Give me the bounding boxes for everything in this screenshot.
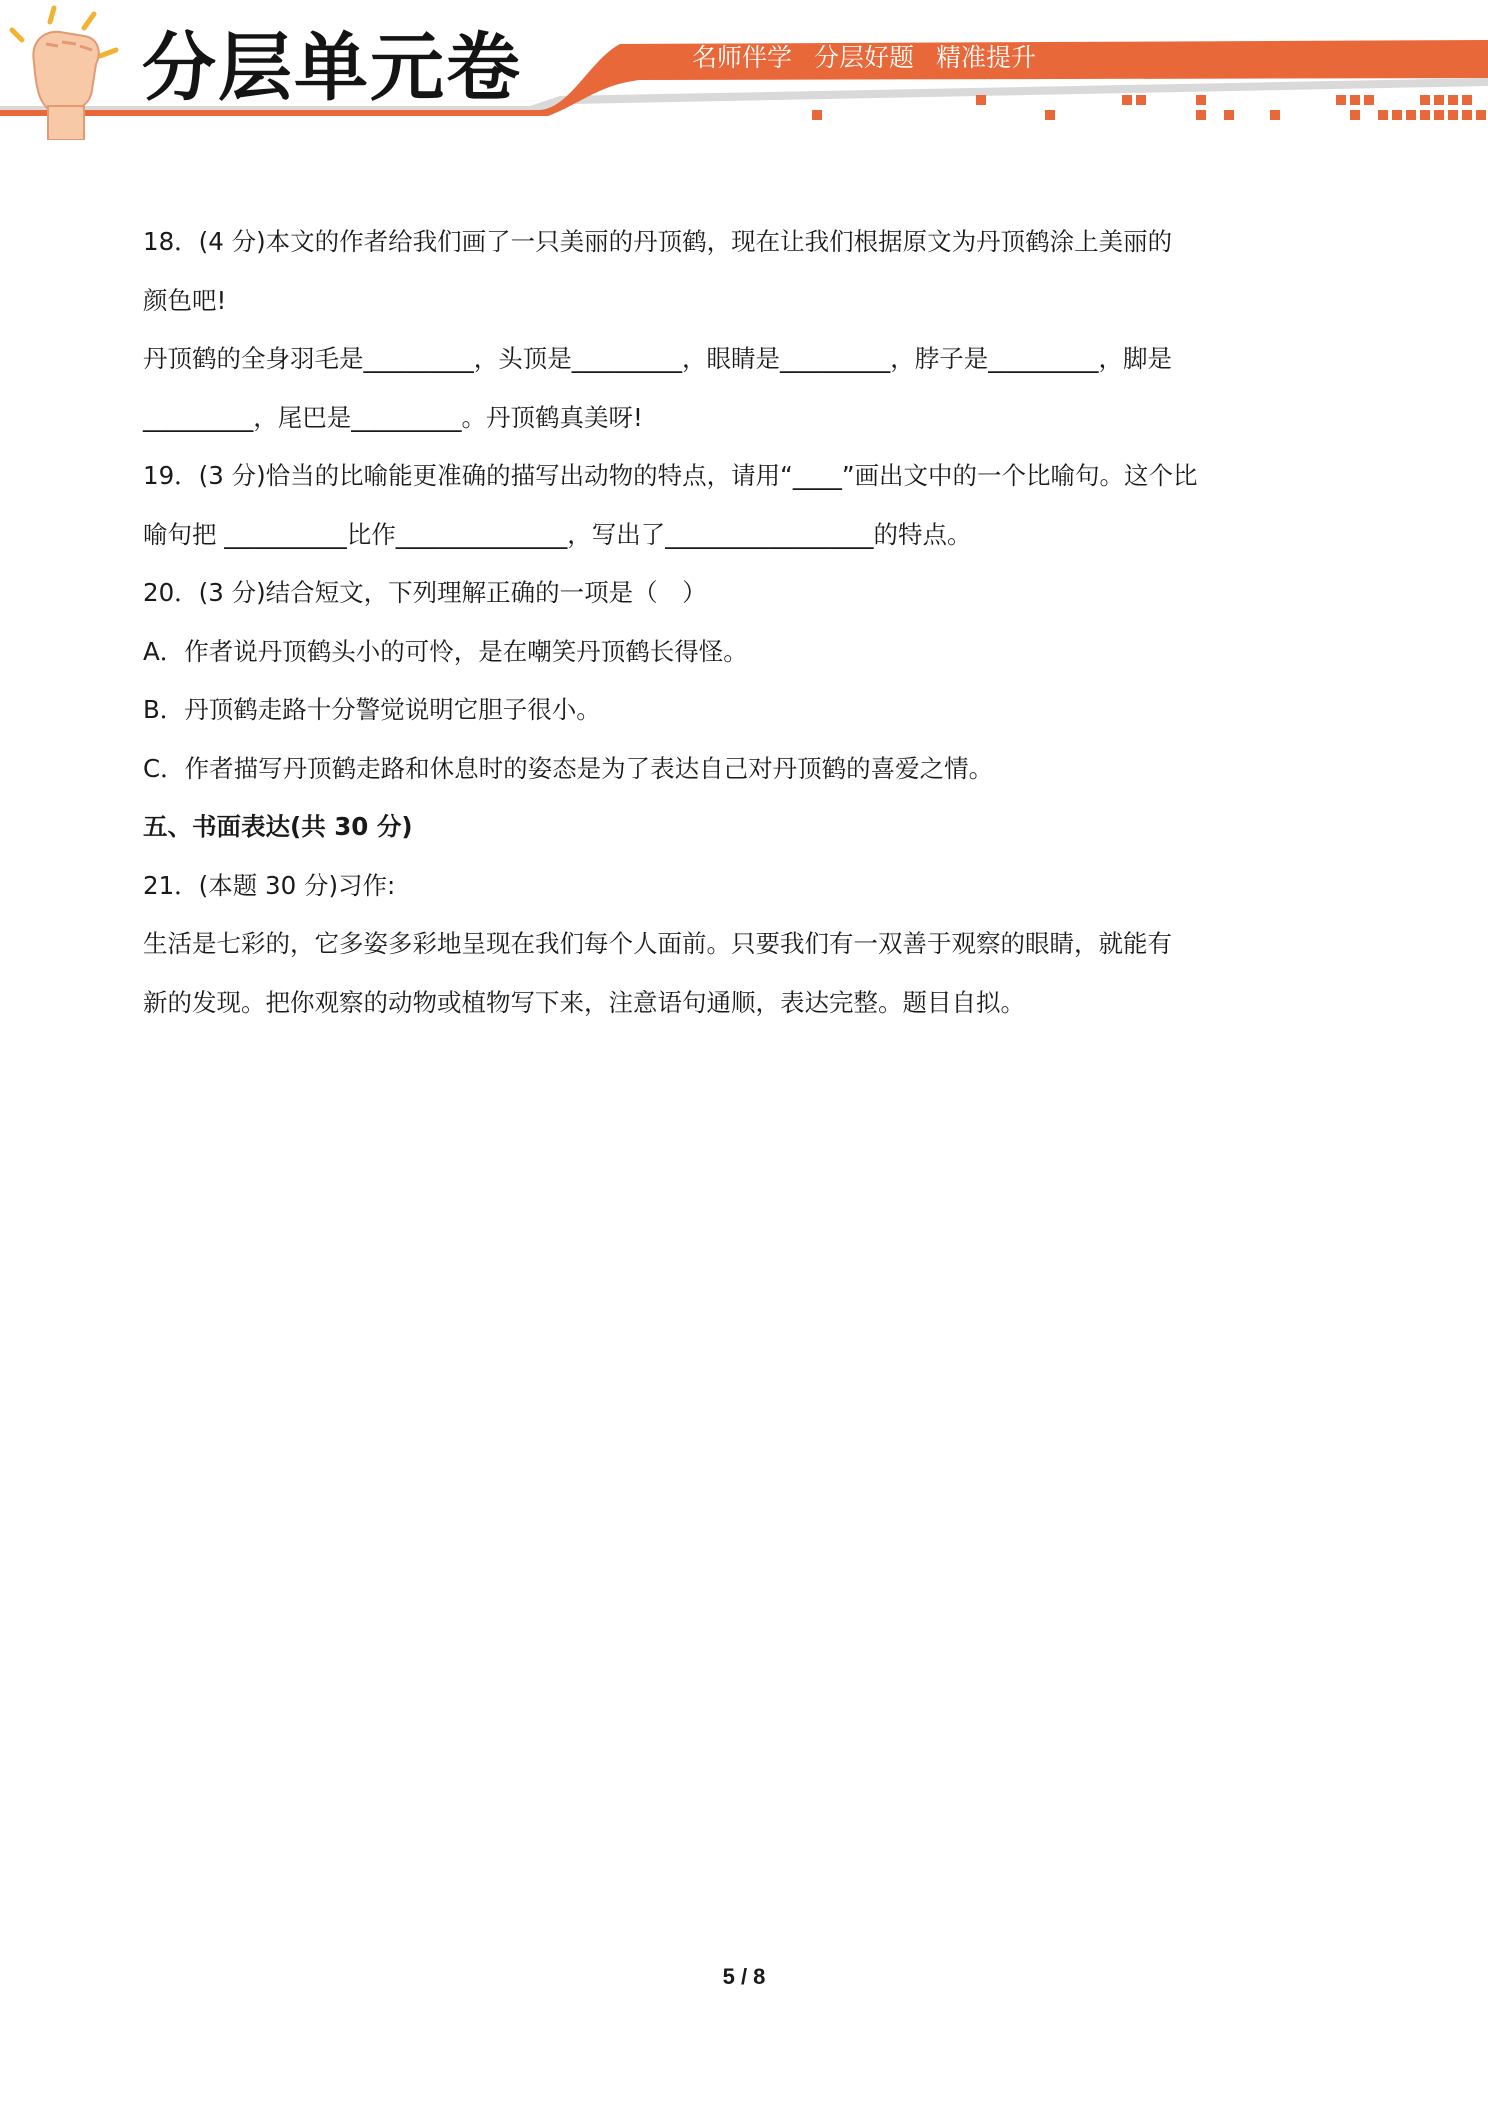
q20-option-b: B．丹顶鹤走路十分警觉说明它胆子很小。: [143, 695, 601, 724]
slogan-1: 名师伴学: [692, 43, 793, 72]
q19-line-2: 喻句把 __________比作______________，写出了_________________的特点。: [143, 519, 972, 549]
section-heading-5: 五、书面表达(共 30 分): [143, 812, 413, 841]
q18-line-2: 颜色吧!: [143, 285, 227, 315]
q21-line-1: 生活是七彩的，它多姿多彩地呈现在我们每个人面前。只要我们有一双善于观察的眼睛，就能有: [143, 929, 1172, 958]
question-content: [143, 213, 1343, 1032]
page-number: 5 / 8: [722, 1964, 766, 1989]
brand-title: 分层单元卷: [142, 25, 522, 111]
slogan-2: 分层好题: [814, 43, 915, 72]
q20-option-a: A．作者说丹顶鹤头小的可怜，是在嘲笑丹顶鹤长得怪。: [143, 636, 748, 666]
slogan: [692, 42, 1058, 74]
q21-line-2: 新的发现。把你观察的动物或植物写下来，注意语句通顺，表达完整。题目自拟。: [143, 987, 1025, 1017]
q20-stem: 20．(3 分)结合短文，下列理解正确的一项是（ ）: [143, 578, 707, 607]
fist-icon: [12, 8, 116, 140]
q18-line-3: 丹顶鹤的全身羽毛是_________，头顶是_________，眼睛是_________，脖子是_________，脚是: [143, 344, 1172, 373]
slogan-3: 精准提升: [936, 43, 1037, 72]
q18-line-1: 18．(4 分)本文的作者给我们画了一只美丽的丹顶鹤，现在让我们根据原文为丹顶鹤涂上美丽的: [143, 227, 1173, 256]
page-header: [0, 0, 1488, 140]
q19-line-1: 19．(3 分)恰当的比喻能更准确的描写出动物的特点，请用“____”画出文中的一个比喻句。这个比: [143, 461, 1198, 490]
q21-stem: 21．(本题 30 分)习作:: [143, 870, 396, 900]
q20-option-c: C．作者描写丹顶鹤走路和休息时的姿态是为了表达自己对丹顶鹤的喜爱之情。: [143, 753, 994, 783]
q18-line-4: _________，尾巴是_________。丹顶鹤真美呀!: [143, 402, 643, 432]
